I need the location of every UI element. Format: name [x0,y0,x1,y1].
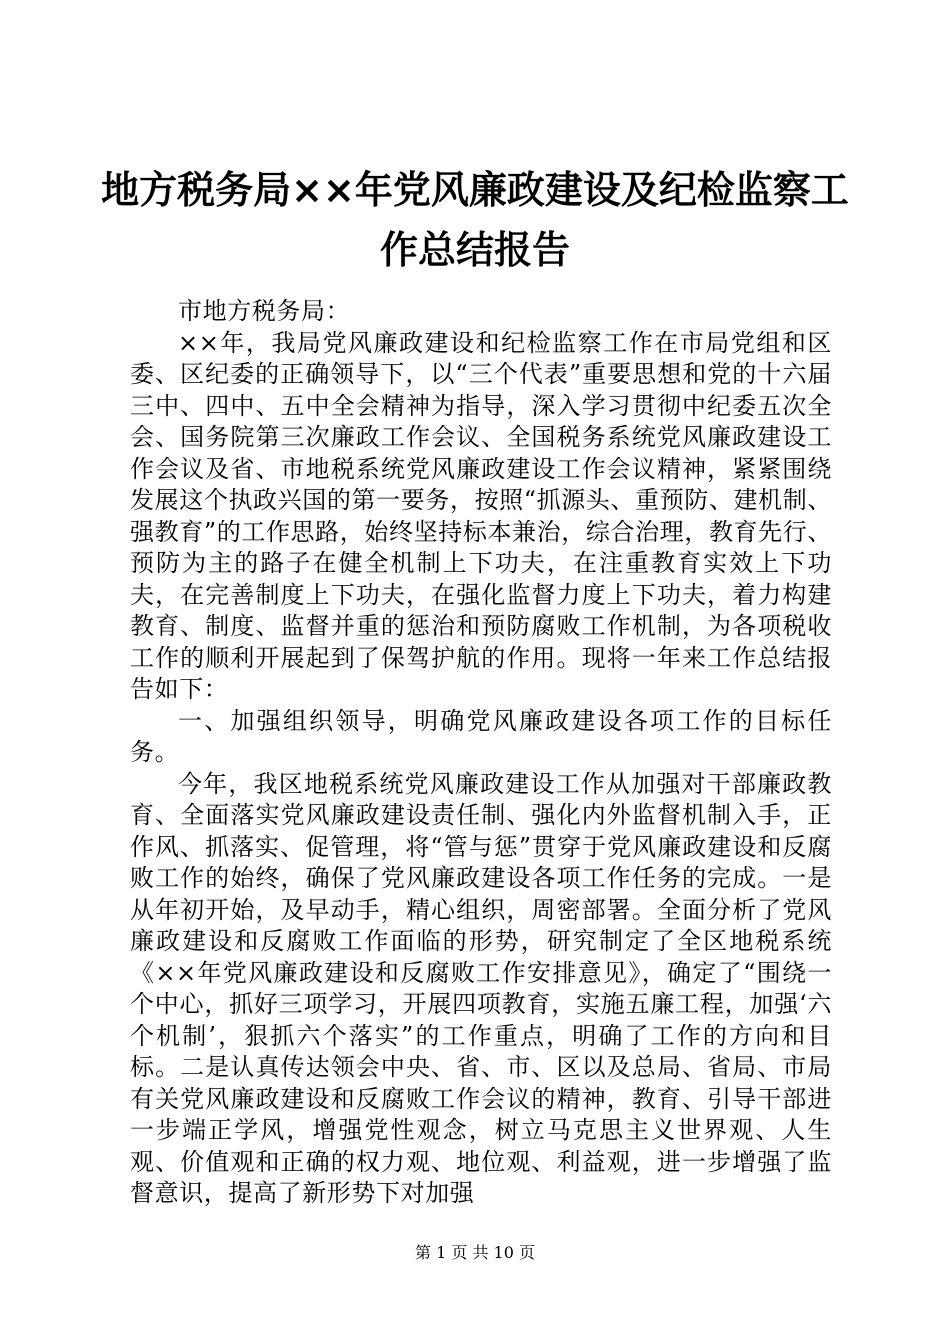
page-number-footer: 第 1 页 共 10 页 [415,1243,535,1262]
document-body [130,296,832,1210]
salutation: 市地方税务局： [178,297,351,325]
document-title: 地方税务局××年党风廉政建设及纪检监察工作总结报告 [101,168,849,272]
section-heading-1: 一、加强组织领导，明确党风廉政建设各项工作的目标任务。 [130,706,832,766]
intro-paragraph: ××年，我局党风廉政建设和纪检监察工作在市局党组和区委、区纪委的正确领导下，以“三个代表”重要思想和党的十六届三中、四中、五中全会精神为指导，深入学习贯彻中纪委五次全会、国务院第三次廉政工作会议、全国税务系统党风廉政建设工作会议及省、市地税系统党风廉政建设工作会议精神，紧紧围绕发展这个执政兴国的第一要务，按照“抓源头、重预防、建机制、强教育”的工作思路，始终坚持标本兼治，综合治理，教育先行、预防为主的路子在健全机制上下功夫，在注重教育实效上下功夫，在完善制度上下功夫，在强化监督力度上下功夫，着力构建教育、制度、监督并重的惩治和预防腐败工作机制，为各项税收工作的顺利开展起到了保驾护航的作用。现将一年来工作总结报告如下： [130,328,832,703]
body-paragraph: 今年，我区地税系统党风廉政建设工作从加强对干部廉政教育、全面落实党风廉政建设责任制、强化内外监督机制入手，正作风、抓落实、促管理，将“管与惩”贯穿于党风廉政建设和反腐败工作的始终，确保了党风廉政建设各项工作任务的完成。一是从年初开始，及早动手，精心组织，周密部署。全面分析了党风廉政建设和反腐败工作面临的形势，研究制定了全区地税系统《××年党风廉政建设和反腐败工作安排意见》，确定了“围绕一个中心，抓好三项学习，开展四项教育，实施五廉工程，加强‘六个机制’，狠抓六个落实”的工作重点，明确了工作的方向和目标。二是认真传达领会中央、省、市、区以及总局、省局、市局有关党风廉政建设和反腐败工作会议的精神，教育、引导干部进一步端正学风，增强党性观念，树立马克思主义世界观、人生观、价值观和正确的权力观、地位观、利益观，进一步增强了监督意识，提高了新形势下对加强 [130,769,832,1207]
